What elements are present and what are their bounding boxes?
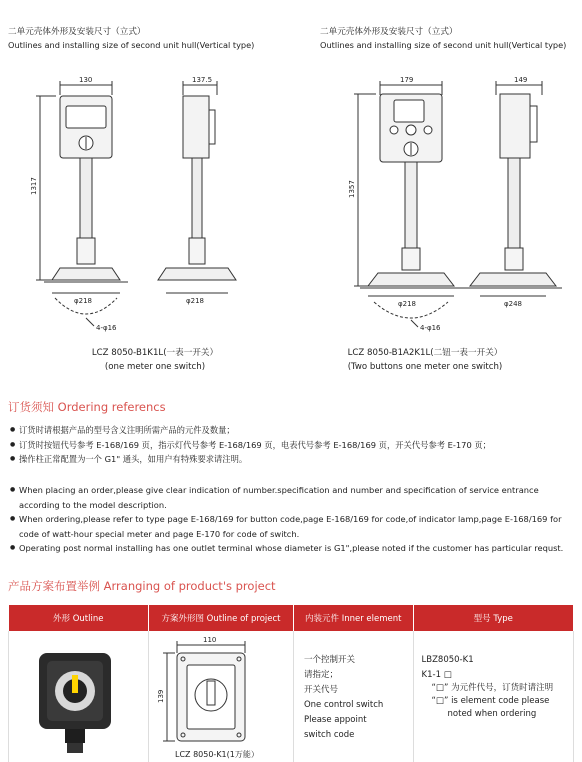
left-caption-model: LCZ 8050-B1K1L(一表一开关） — [91, 348, 219, 358]
dim-label-base-side: φ248 — [504, 300, 522, 308]
inner-line-2: 请指定； — [303, 670, 338, 680]
dim-label-height: 1357 — [348, 180, 356, 198]
dim-label-base: φ218 — [398, 300, 416, 308]
base — [52, 268, 120, 280]
note-en-2: ● When ordering,please refer to type page E-168/169 for button code,page E-168/169 for code,of indicator lamp,page E-168/169 for code of watt-hour special meter and page E-170 for code of switch. — [10, 512, 578, 541]
right-title-en: Outlines and installing size of second unit hull(Vertical type) — [320, 40, 567, 50]
meter-window — [66, 106, 106, 128]
project-table-header — [9, 605, 574, 631]
project-title: 产品方案布置举例 Arranging of product's project — [8, 579, 276, 593]
product-photo — [9, 631, 147, 762]
header-type: 型号 Type — [413, 605, 573, 631]
meter-window — [394, 100, 424, 122]
dim-label-width: 130 — [79, 76, 93, 84]
left-title-cn: 二单元壳体外形及安装尺寸（立式） — [8, 27, 146, 37]
project-outline-drawing — [149, 631, 293, 762]
dim-label-base-side: φ218 — [186, 297, 204, 305]
ordering-title: 订货须知 Ordering referencs — [8, 400, 166, 414]
project-table-row — [9, 631, 574, 762]
project-table — [8, 605, 574, 762]
dim-label-side-width: 137.5 — [192, 76, 213, 84]
note-en-1: ● When placing an order,please give clear indication of number.specification and number and specification of service entrance according to the model description. — [10, 483, 578, 512]
header-inner-element: 内装元件 Inner element — [293, 605, 413, 631]
dim-label-height: 1317 — [30, 177, 38, 195]
type-note-cn: “□” 为元件代号，订货时请注明 — [431, 683, 554, 693]
project-outline-caption: LCZ 8050-K1(1万能） — [174, 750, 259, 759]
inner-element-cell — [293, 631, 413, 762]
right-figure-title — [320, 26, 580, 52]
post — [405, 162, 417, 248]
header-outline-of-project: 方案外形图 Outline of project — [148, 605, 293, 631]
ordering-en-notes — [10, 483, 578, 556]
note-cn-2: ● 订货时按钮代号参考 E-168/169 页，指示灯代号参考 E-168/169 页，电表代号参考 E-168/169 页，开关代号参考 E-170 页； — [10, 438, 576, 453]
dim-label-holes: 4-φ16 — [420, 324, 441, 332]
type-note-en-1: “□” is element code please — [431, 696, 550, 706]
outline-of-project-cell — [148, 631, 293, 762]
button-1 — [390, 126, 398, 134]
type-model: LBZ8050-K1 — [421, 655, 474, 665]
button-2 — [406, 125, 416, 135]
dim-label-side-width: 149 — [514, 76, 528, 84]
post — [80, 158, 92, 238]
type-cell — [413, 631, 573, 762]
right-figure-caption — [330, 346, 520, 374]
outline-cell — [9, 631, 149, 762]
note-en-3: ● Operating post normal installing has one outlet terminal whose diameter is G1",please noted if the customer has particular requst. — [10, 541, 578, 556]
right-caption-en: (Two buttons one meter one switch) — [347, 362, 503, 372]
enclosure-side — [183, 96, 209, 158]
right-caption-model: LCZ 8050-B1A2K1L(二钮一表一开关） — [347, 348, 503, 358]
left-caption-en: (one meter one switch) — [104, 362, 206, 372]
dim-label-base: φ218 — [74, 297, 92, 305]
project-dim-height: 139 — [156, 689, 165, 703]
inner-line-6: switch code — [303, 730, 355, 740]
note-cn-3: ● 操作柱正常配置为一个 G1" 通头，如用户有特殊要求请注明。 — [10, 452, 576, 467]
indicator — [424, 126, 432, 134]
left-title-en: Outlines and installing size of second unit hull(Vertical type) — [8, 40, 255, 50]
header-outline: 外形 Outline — [9, 605, 149, 631]
type-note-en-2: noted when ordering — [447, 709, 537, 719]
left-figure-caption — [60, 346, 250, 374]
inner-line-4: One control switch — [303, 700, 384, 710]
ordering-cn-notes — [10, 423, 576, 467]
dim-label-width: 179 — [400, 76, 414, 84]
note-cn-1: ● 订货时请根据产品的型号含义注明所需产品的元件及数量； — [10, 423, 576, 438]
enclosure-side — [500, 94, 530, 158]
left-outline-drawing — [0, 70, 290, 340]
inner-line-3: 开关代号 — [303, 685, 338, 695]
right-title-cn: 二单元壳体外形及安装尺寸（立式） — [320, 27, 458, 37]
inner-line-5: Please appoint — [303, 715, 367, 725]
dim-label-holes: 4-φ16 — [96, 324, 117, 332]
left-figure-title — [8, 26, 288, 52]
type-code: K1-1 □ — [421, 670, 452, 680]
inner-line-1: 一个控制开关 — [303, 655, 355, 665]
base — [368, 273, 454, 286]
right-outline-drawing — [330, 70, 580, 340]
project-dim-width: 110 — [202, 636, 217, 644]
